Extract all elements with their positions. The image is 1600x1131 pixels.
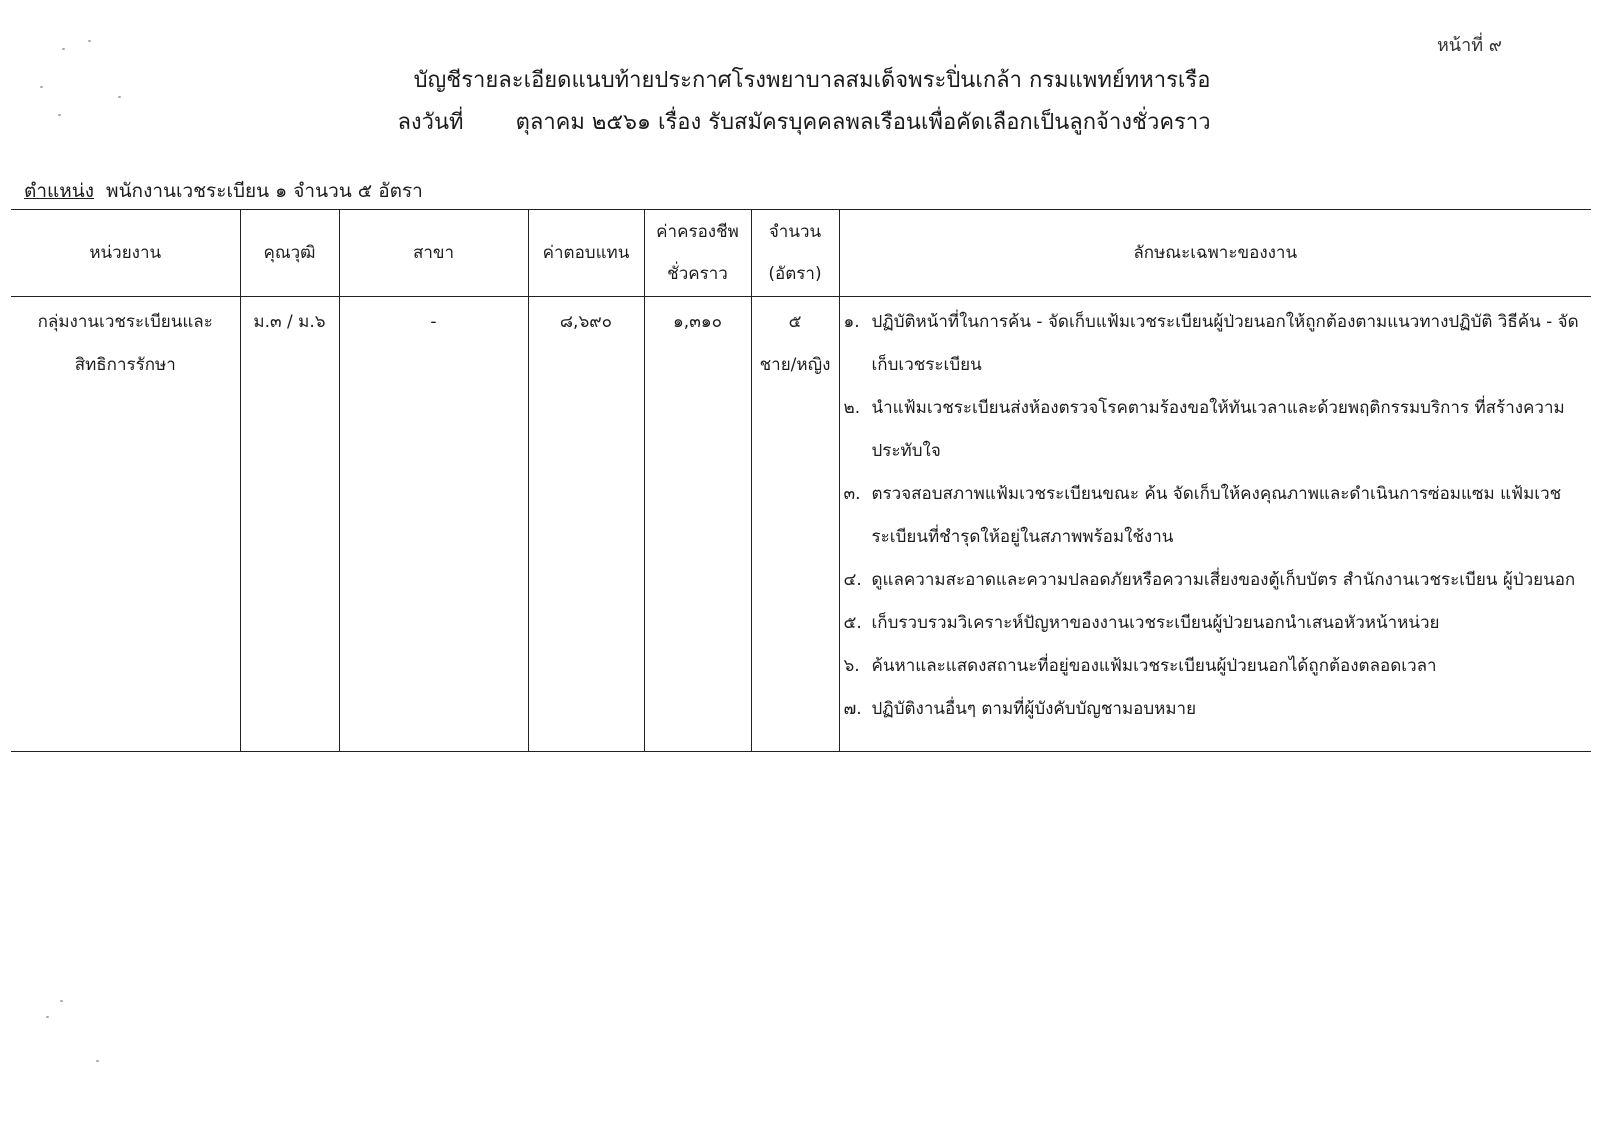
- header-job-description: ลักษณะเฉพาะของงาน: [839, 210, 1591, 297]
- duty-text: นำแฟ้มเวชระเบียนส่งห้องตรวจโรคตามร้องขอให้ทันเวลาและด้วยพฤติกรรมบริการ ที่สร้างความประทับใจ: [871, 398, 1565, 461]
- position-line: [24, 176, 423, 206]
- scan-speck: [40, 86, 43, 88]
- header-qualification: คุณวุฒิ: [240, 210, 339, 297]
- duty-number: ๖.: [843, 656, 860, 676]
- duty-item: [844, 645, 1592, 688]
- header-unit: หน่วยงาน: [11, 210, 240, 297]
- header-branch: สาขา: [339, 210, 528, 297]
- duty-item: [844, 387, 1592, 473]
- duty-text: เก็บรวบรวมวิเคราะห์ปัญหาของงานเวชระเบียนผู้ป่วยนอกนำเสนอหัวหน้าหน่วย: [871, 613, 1440, 633]
- header-count-line1: จำนวน: [768, 222, 822, 242]
- cell-unit: [11, 297, 240, 752]
- cell-duties: [839, 297, 1591, 752]
- duty-item: [844, 301, 1592, 387]
- duty-number: ๔.: [843, 570, 862, 590]
- header-living-cost: [644, 210, 751, 297]
- scan-speck: [88, 40, 91, 42]
- duty-number: ๗.: [843, 699, 862, 719]
- duty-item: [844, 688, 1592, 731]
- header-count-line2: (อัตรา): [768, 264, 822, 284]
- date-label: ลงวันที่: [397, 110, 464, 135]
- header-count: [751, 210, 839, 297]
- duty-number: ๓.: [843, 484, 861, 504]
- scan-speck: [96, 1060, 99, 1062]
- duty-text: ปฏิบัติงานอื่นๆ ตามที่ผู้บังคับบัญชามอบหมาย: [871, 699, 1197, 719]
- cell-count: [751, 297, 839, 752]
- scan-speck: [60, 1000, 63, 1002]
- table-header-row: [11, 210, 1591, 297]
- cell-compensation: ๘,๖๙๐: [528, 297, 644, 752]
- position-label: ตำแหน่ง: [24, 180, 95, 202]
- cell-living-cost: ๑,๓๑๐: [644, 297, 751, 752]
- scan-speck: [118, 96, 121, 98]
- cell-qualification: ม.๓ / ม.๖: [240, 297, 339, 752]
- unit-line2: สิทธิการรักษา: [74, 355, 176, 375]
- duty-text: ตรวจสอบสภาพแฟ้มเวชระเบียนขณะ ค้น จัดเก็บให้คงคุณภาพและดำเนินการซ่อมแซม แฟ้มเวชระเบียนที่ชำรุดให้อยู่ในสภาพพร้อมใช้งาน: [871, 484, 1562, 547]
- scan-speck: [58, 114, 61, 116]
- duty-text: ดูแลความสะอาดและความปลอดภัยหรือความเสี่ยงของตู้เก็บบัตร สำนักงานเวชระเบียน ผู้ป่วยนอก: [871, 570, 1576, 590]
- unit-line1: กลุ่มงานเวชระเบียนและ: [37, 312, 213, 332]
- duty-number: ๑.: [843, 312, 860, 332]
- count-value: ๕: [788, 312, 802, 332]
- document-subtitle: [4, 104, 1600, 139]
- duty-text: ปฏิบัติหน้าที่ในการค้น - จัดเก็บแฟ้มเวชระเบียนผู้ป่วยนอกให้ถูกต้องตามแนวทางปฏิบัติ วิธีค้น - จัดเก็บเวชระเบียน: [871, 312, 1579, 375]
- job-table: [11, 209, 1591, 752]
- page-number: หน้าที่ ๙: [1436, 35, 1502, 56]
- scan-speck: [62, 48, 65, 50]
- duty-item: [844, 602, 1592, 645]
- duty-number: ๒.: [843, 398, 861, 418]
- scan-speck: [46, 1016, 49, 1018]
- document-title: บัญชีรายละเอียดแนบท้ายประกาศโรงพยาบาลสมเด็จพระปิ่นเกล้า กรมแพทย์ทหารเรือ: [413, 68, 1211, 93]
- header-living-cost-line2: ชั่วคราว: [667, 264, 728, 284]
- position-text: พนักงานเวชระเบียน ๑ จำนวน ๕ อัตรา: [106, 180, 423, 202]
- table-row: [11, 297, 1591, 752]
- gender-value: ชาย/หญิง: [759, 355, 831, 375]
- header-living-cost-line1: ค่าครองชีพ: [656, 222, 739, 242]
- duty-item: [844, 559, 1592, 602]
- duty-text: ค้นหาและแสดงสถานะที่อยู่ของแฟ้มเวชระเบียนผู้ป่วยนอกได้ถูกต้องตลอดเวลา: [871, 656, 1437, 676]
- duty-item: [844, 473, 1592, 559]
- cell-branch: -: [339, 297, 528, 752]
- duty-number: ๕.: [843, 613, 862, 633]
- subject-text: ตุลาคม ๒๕๖๑ เรื่อง รับสมัครบุคคลพลเรือนเพื่อคัดเลือกเป็นลูกจ้างชั่วคราว: [515, 110, 1211, 135]
- header-compensation: ค่าตอบแทน: [528, 210, 644, 297]
